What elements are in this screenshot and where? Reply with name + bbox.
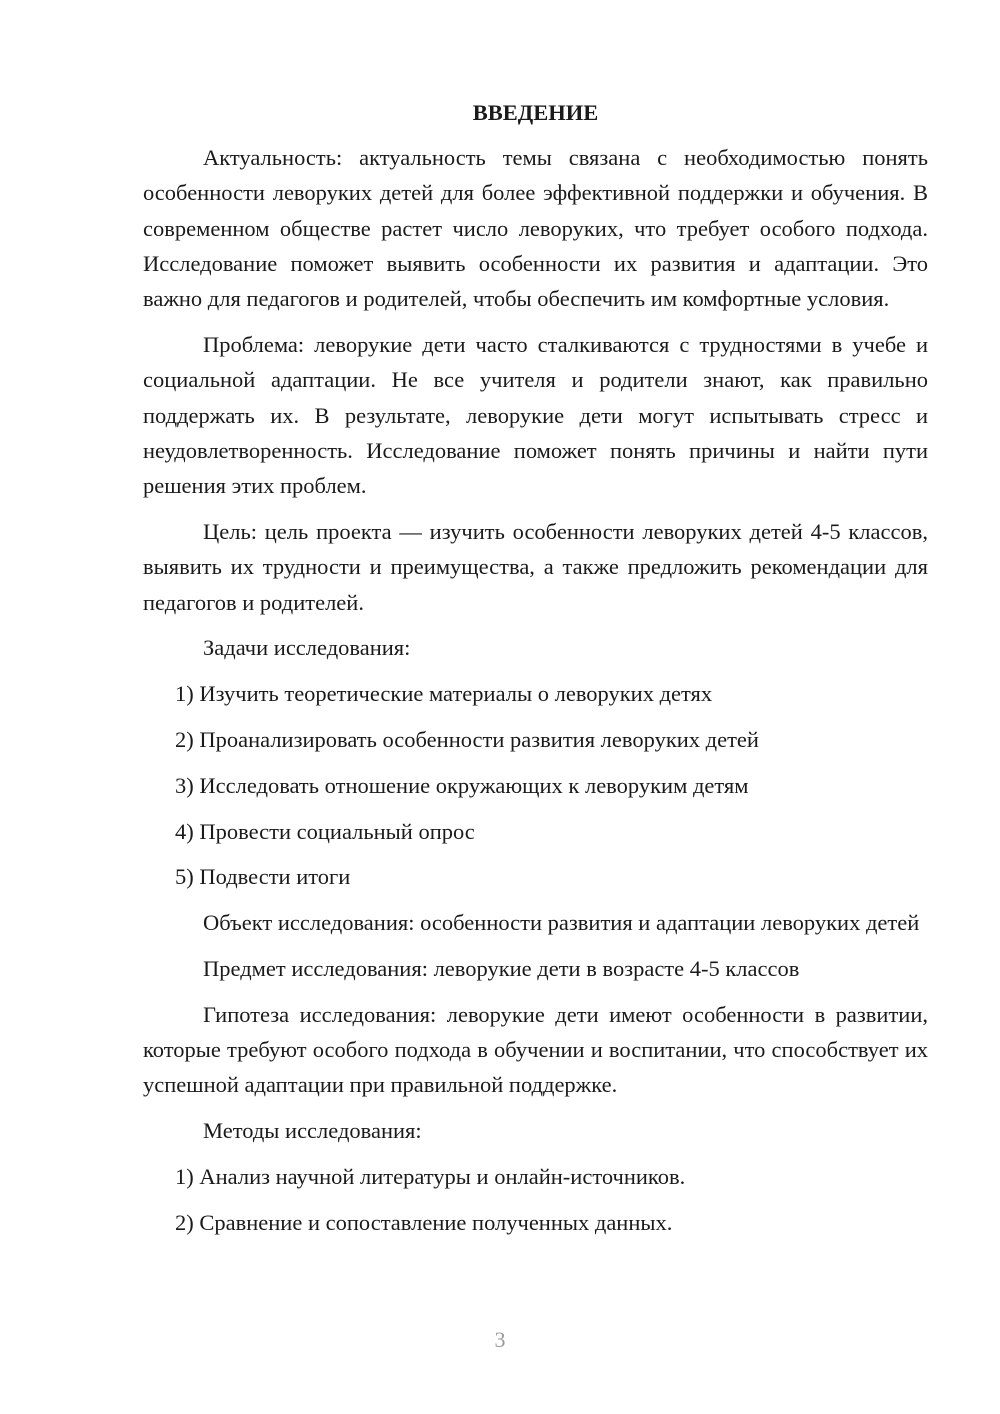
task-item: 2) Проанализировать особенности развития леворуких детей bbox=[175, 726, 759, 752]
page-number: 3 bbox=[494, 1327, 506, 1352]
subject-paragraph: Предмет исследования: леворукие дети в возрасте 4-5 классов bbox=[203, 955, 800, 981]
document-page bbox=[143, 95, 928, 1251]
task-item: 4) Провести социальный опрос bbox=[175, 818, 475, 844]
task-item: 5) Подвести итоги bbox=[175, 864, 351, 890]
tasks-heading: Задачи исследования: bbox=[203, 635, 411, 661]
methods-heading: Методы исследования: bbox=[203, 1118, 422, 1144]
section-title: ВВЕДЕНИЕ bbox=[472, 100, 599, 125]
task-item: 3) Исследовать отношение окружающих к леворуким детям bbox=[175, 772, 749, 798]
method-item: 2) Сравнение и сопоставление полученных данных. bbox=[175, 1209, 673, 1235]
relevance-paragraph: Актуальность: актуальность темы связана с необходимостью понять особенности леворуких детей для более эффективной поддержки и обучения. В современном обществе растет число леворуких, что требует особого подхода. Исследование поможет выявить особенности их развития и адаптации. Это важно для педагогов и родителей, чтобы обеспечить им комфортные условия. bbox=[143, 145, 928, 312]
problem-paragraph: Проблема: леворукие дети часто сталкиваются с трудностями в учебе и социальной адаптации. Не все учителя и родители знают, как правильно поддержать их. В результате, леворукие дети могут испытывать стресс и неудовлетворенность. Исследование поможет понять причины и найти пути решения этих проблем. bbox=[143, 331, 928, 499]
goal-paragraph: Цель: цель проекта — изучить особенности леворуких детей 4-5 классов, выявить их трудности и преимущества, а также предложить рекомендации для педагогов и родителей. bbox=[143, 518, 928, 615]
hypothesis-paragraph: Гипотеза исследования: леворукие дети имеют особенности в развитии, которые требуют особого подхода в обучении и воспитании, что способствует их успешной адаптации при правильной поддержке. bbox=[143, 1001, 928, 1098]
task-item: 1) Изучить теоретические материалы о леворуких детях bbox=[175, 681, 713, 707]
object-paragraph: Объект исследования: особенности развития и адаптации леворуких детей bbox=[203, 910, 920, 936]
method-item: 1) Анализ научной литературы и онлайн-источников. bbox=[175, 1163, 686, 1189]
